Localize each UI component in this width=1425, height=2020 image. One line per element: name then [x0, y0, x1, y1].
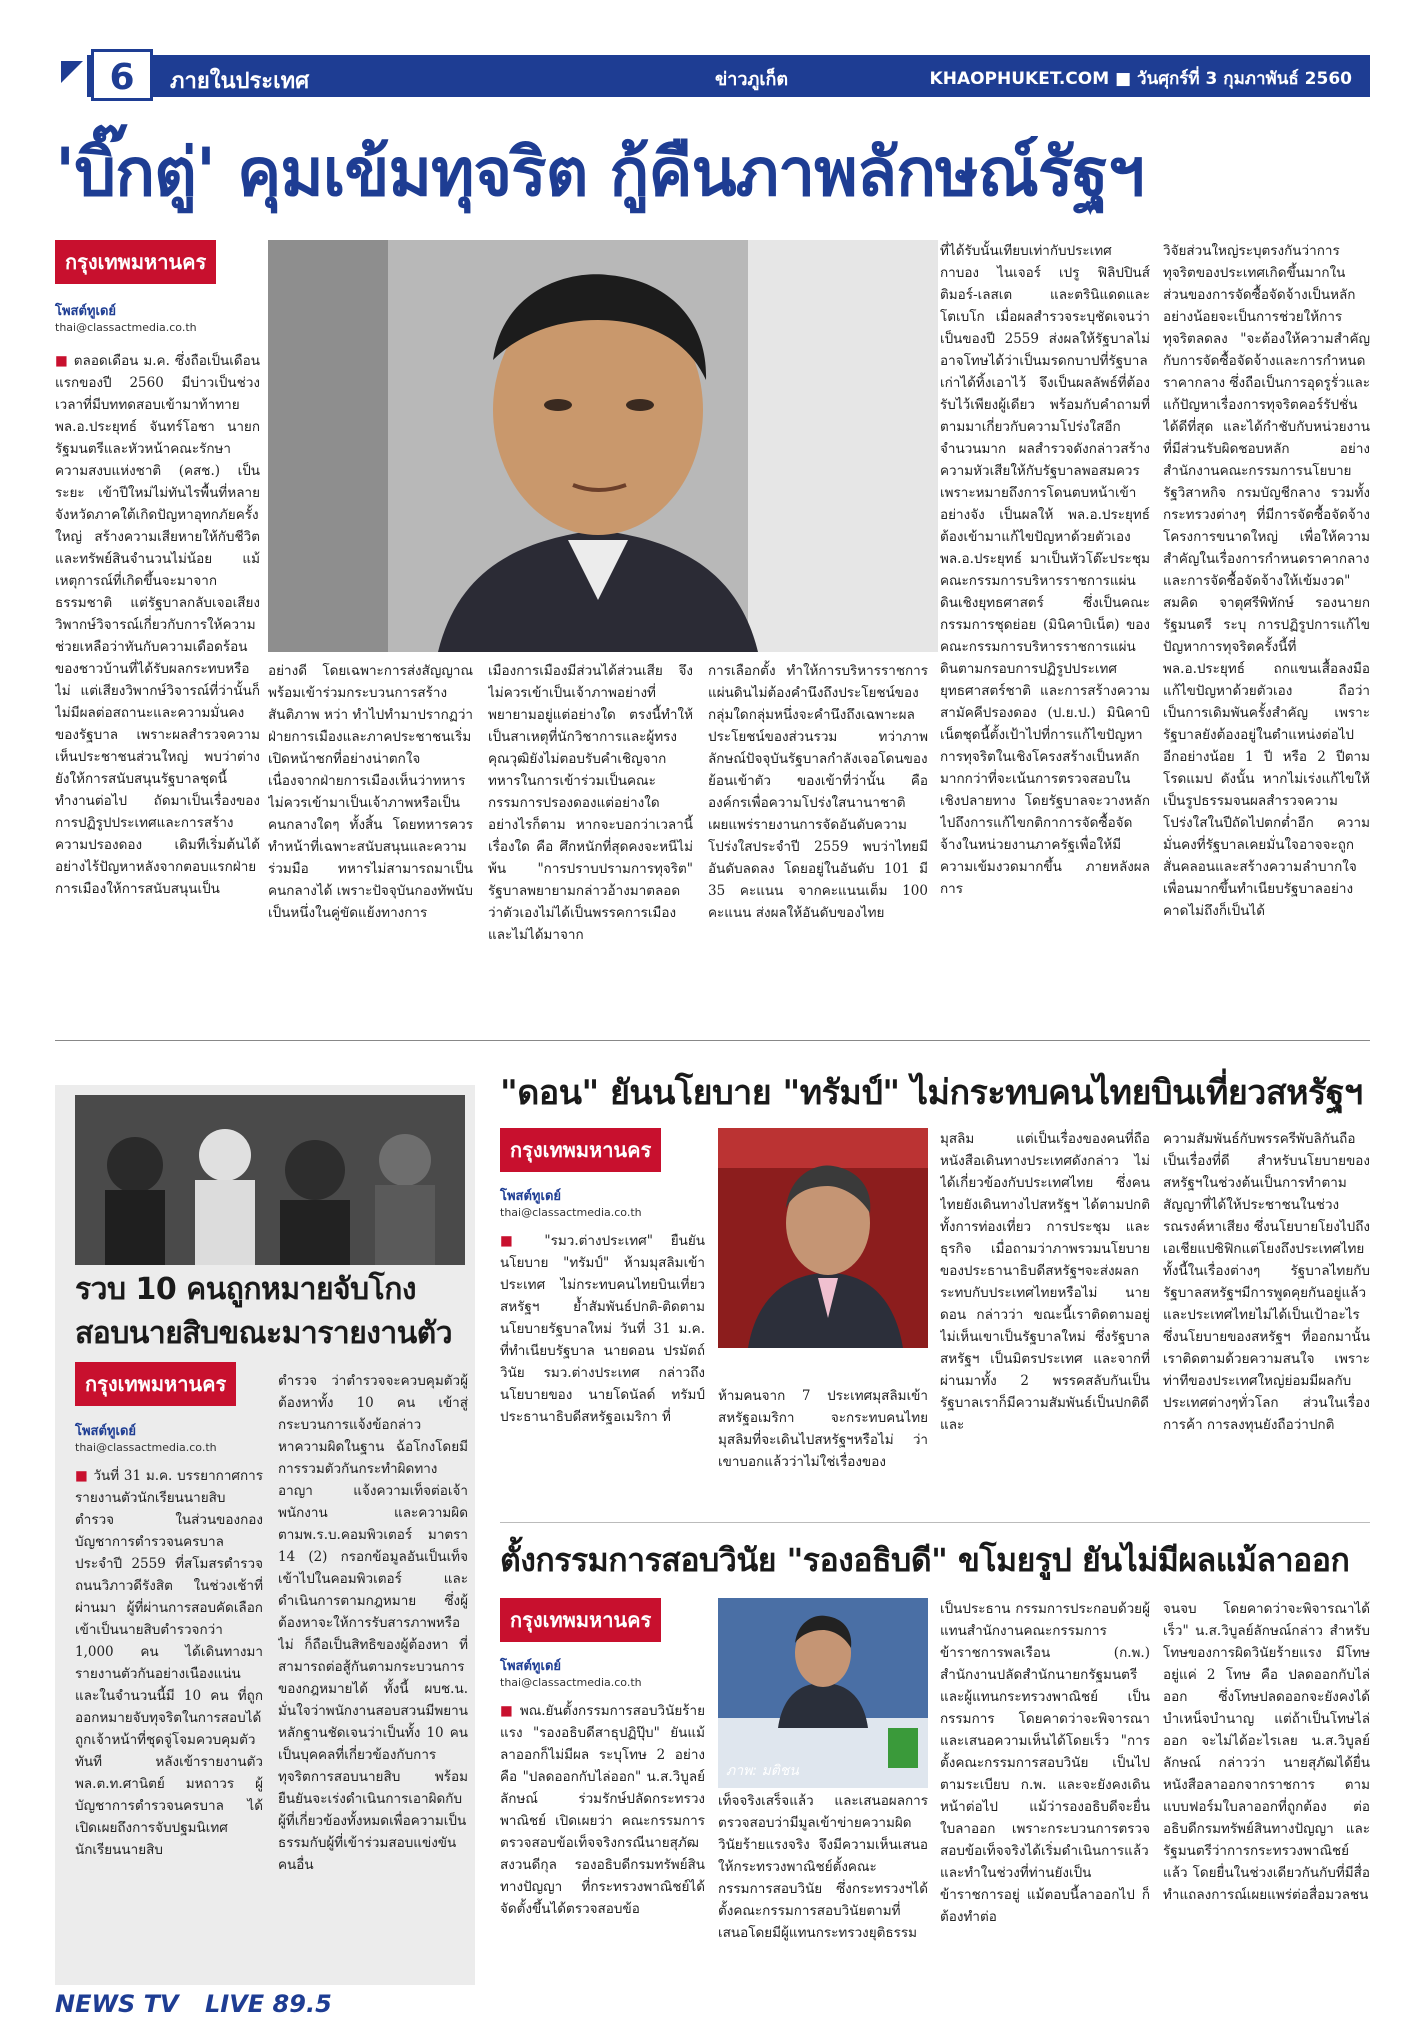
main-article-col-2: อย่างดี โดยเฉพาะการส่งสัญญาณพร้อมเข้าร่วมกระบวนการสร้างสันติภาพ หว่า ทำไปทำมาปรากฏว่าฝ่ายการเมืองและภาคประชาชนเริ่มเปิดหน้าชกที่อย่างน่าตกใจ เนื่องจากฝ่ายการเมืองเห็นว่าทหารไม่ควรเข้ามาเป็นเจ้าภาพหรือเป็นคนกลางใดๆ ทั้งสิ้น โดยทหารควรทำหน้าที่เฉพาะสนับสนุนและความร่วมมือ ทหารไม่สามารถมาเป็นคนกลางได้ เพราะปัจจุบันกองทัพนับเป็นหนึ่งในคู่ขัดแย้งทางการ — [268, 663, 473, 921]
story-divider — [500, 1522, 1370, 1523]
footer-logo-live: LIVE 89.5 — [205, 1990, 332, 2018]
footer-logo-newstv: NEWS TV — [55, 1990, 179, 2018]
page-number: 6 — [91, 49, 153, 101]
story3-col-2: ตำรวจ ว่าตำรวจจะควบคุมตัวผู้ต้องหาทั้ง 10 คน เข้าสู่กระบวนการแจ้งข้อกล่าวหาความผิดในฐาน ฉ้อโกงโดยมีการรวมตัวกันกระทำผิดทางอาญา แจ้งความเท็จต่อเจ้าพนักงาน และความผิดตามพ.ร.บ.คอมพิวเตอร์ มาตรา 14 (2) กรอกข้อมูลอันเป็นเท็จเข้าไปในคอมพิวเตอร์ และดำเนินการตามกฎหมาย ซึ่งผู้ต้องหาจะให้การรับสารภาพหรือไม่ ก็ถือเป็นสิทธิของผู้ต้องหา ที่สามารถต่อสู้กันตามกระบวนการของกฎหมายได้ ทั้งนี้ ผบช.น. มั่นใจว่าพนักงานสอบสวนมีพยานหลักฐานชัดเจนว่าเป็นทั้ง 10 คน เป็นบุคคลที่เกี่ยวข้องกับการทุจริตการสอบนายสิบ พร้อมยืนยันจะเร่งดำเนินการเอาผิดกับผู้ที่เกี่ยวข้องทั้งหมดเพื่อความเป็นธรรมกับผู้ที่เข้าร่วมสอบแข่งขันคนอื่น — [278, 1373, 468, 1873]
story4-photo — [718, 1598, 928, 1788]
byline — [55, 300, 197, 334]
main-article-col-5: ที่ได้รับนั้นเทียบเท่ากับประเทศกาบอง ไนเจอร์ เปรู ฟิลิปปินส์ ติมอร์-เลสเต และตรินิแดดและโตเบโก เมื่อผลสำรวจระบุชัดเจนว่าเป็นของปี 2559 ส่งผลให้รัฐบาลไม่อาจโทษได้ว่าเป็นมรดกบาปที่รัฐบาลเก่าได้ทิ้งเอาไว้ จึงเป็นผลลัพธ์ที่ต้องรับไว้เพียงผู้เดียว พร้อมกับคำถามที่ตามมาเกี่ยวกับความโปร่งใสอีกจำนวนมาก ผลสำรวจดังกล่าวสร้างความหัวเสียให้กับรัฐบาลพอสมควร เพราะหมายถึงการโดนตบหน้าเข้าอย่างจัง เป็นผลให้ พล.อ.ประยุทธ์ ต้องเข้ามาแก้ไขปัญหาด้วยตัวเอง พล.อ.ประยุทธ์ มาเป็นหัวโต๊ะประชุมคณะกรรมการบริหารราชการแผ่นดินเชิงยุทธศาสตร์ ซึ่งเป็นคณะกรรมการชุดย่อย (มินิคาบิเน็ต) ของคณะกรรมการบริหารราชการแผ่นดินตามกรอบการปฏิรูปประเทศ ยุทธศาสตร์ชาติ และการสร้างความสามัคคีปรองดอง (ป.ย.ป.) มินิคาบิเน็ตชุดนี้ตั้งเป้าไปที่การแก้ไขปัญหาการทุจริตในเชิงโครงสร้างเป็นหลักมากกว่าที่จะเน้นการตรวจสอบในเชิงปลายทาง โดยรัฐบาลจะวางหลักไปถึงการแก้ไขกติกาการจัดซื้อจัดจ้างในหน่วยงานภาครัฐเพื่อให้มีความเข้มงวดมากขึ้น ภายหลังผลการ — [940, 243, 1150, 897]
story4-headline: ตั้งกรรมการสอบวินัย "รองอธิบดี" ขโมยรูป ยันไม่มีผลแม้ลาออก — [500, 1541, 1350, 1579]
story2-col-4: ความสัมพันธ์กับพรรครีพับลิกันถือเป็นเรื่องที่ดี สำหรับนโยบายของสหรัฐฯในช่วงต้นเป็นการทำตามสัญญาที่ได้ให้ประชาชนในช่วงรณรงค์หาเสียง ซึ่งนโยบายโยงไปถึงเอเชียแปซิฟิกแต่โยงถึงประเทศไทย ทั้งนี้ในเรื่องต่างๆ รัฐบาลไทยกับรัฐบาลสหรัฐฯมีการพูดคุยกันอยู่แล้วและประเทศไทยไม่ได้เป็นเป้าอะไร ซึ่งนโยบายของสหรัฐฯ ที่ออกมานั้น เราติดตามด้วยความสนใจ เพราะท่าทีของประเทศใหญ่ย่อมมีผลกับประเทศต่างๆทั่วโลก ส่วนในเรื่องการค้า การลงทุนยังถือว่าปกติ — [1163, 1131, 1370, 1433]
story4-col-1: ■ พณ.ยันตั้งกรรมการสอบวินัยร้ายแรง "รองอธิบดีสาธุปฏิปุ๊บ" ยันแม้ลาออกก็ไม่มีผล ระบุโทษ 2 อย่างคือ "ปลดออกกับไล่ออก" น.ส.วิบูลย์ลักษณ์ ร่วมรักษ์ปลัดกระทรวงพาณิชย์ เปิดเผยว่า คณะกรรมการตรวจสอบข้อเท็จจริงกรณีนายสุภัฒ สงวนดีกุล รองอธิบดีกรมทรัพย์สินทางปัญญา ที่กระทรวงพาณิชย์ได้จัดตั้งขึ้นได้ตรวจสอบข้อ — [500, 1703, 705, 1917]
story3-col-1: ■ วันที่ 31 ม.ค. บรรยากาศการรายงานตัวนักเรียนนายสิบตำรวจ ในส่วนของกองบัญชาการตำรวจนครบาล ประจำปี 2559 ที่สโมสรตำรวจถนนวิภาวดีรังสิต ในช่วงเช้าที่ผ่านมา ผู้ที่ผ่านการสอบคัดเลือกเข้าเป็นนายสิบตำรวจกว่า 1,000 คน ได้เดินทางมารายงานตัวกันอย่างเนืองแน่น และในจำนวนนี้มี 10 คน ที่ถูกออกหมายจับทุจริตในการสอบได้ถูกเจ้าหน้าที่ชุดจู่โจมควบคุมตัวทันที หลังเข้ารายงานตัว พล.ต.ท.ศานิตย์ มหถาวร ผู้บัญชาการตำรวจนครบาล ได้เปิดเผยถึงการจับปฐมนิเทศนักเรียนนายสิบ — [75, 1468, 263, 1858]
main-headline: 'บิ๊กตู่' คุมเข้มทุจริต กู้คืนภาพลักษณ์รัฐฯ — [55, 134, 1144, 211]
main-article-col-4: การเลือกตั้ง ทำให้การบริหารราชการแผ่นดินไม่ต้องคำนึงถึงประโยชน์ของกลุ่มใดกลุ่มหนึ่งจะคำนึงถึงเฉพาะผลประโยชน์ของส่วนรวม ทว่าภาพลักษณ์ปัจจุบันรัฐบาลกำลังเจอโดนของย้อนเข้าตัว ของเข้าที่ว่านั้น คือ องค์กรเพื่อความโปร่งใสนานาชาติ เผยแพร่รายงานการจัดอันดับความโปร่งใสประจำปี 2559 พบว่าไทยมีอันดับลดลง โดยอยู่ในอันดับ 101 มี 35 คะแนน จากคะแนนเต็ม 100 คะแนน ส่งผลให้อันดับของไทย — [708, 663, 928, 921]
main-photo-prayut — [268, 240, 938, 652]
story3-headline: รวบ 10 คนถูกหมายจับโกงสอบนายสิบขณะมารายงานตัว — [75, 1272, 453, 1351]
section-divider — [55, 1040, 1370, 1041]
corner-mark-icon — [55, 55, 87, 97]
section-name: ภายในประเทศ — [170, 69, 310, 94]
story2-col-1: ■ "รมว.ต่างประเทศ" ยืนยันนโยบาย "ทรัมป์" ห้ามมุสลิมเข้าประเทศ ไม่กระทบคนไทยบินเที่ยวสหรัฐฯ ย้ำสัมพันธ์ปกติ-ติดตามนโยบายรัฐบาลใหม่ วันที่ 31 ม.ค. ที่ทำเนียบรัฐบาล นายดอน ปรมัตถ์วินัย รมว.ต่างประเทศ กล่าวถึงนโยบายของ นายโดนัลด์ ทรัมป์ ประธานาธิบดีสหรัฐอเมริกา ที่ — [500, 1233, 705, 1425]
bullet-icon: ■ — [500, 1703, 520, 1719]
story2-byline: โพสต์ทูเดย์ thai@classactmedia.co.th — [500, 1189, 642, 1219]
main-article-col-6: วิจัยส่วนใหญ่ระบุตรงกันว่าการทุจริตของประเทศเกิดขึ้นมากในส่วนของการจัดซื้อจัดจ้างเป็นหลัก อย่างน้อยจะเป็นการช่วยให้การทุจริตลดลง "จะต้องให้ความสำคัญกับการจัดซื้อจัดจ้างและการกำหนดราคากลาง ซึ่งถือเป็นการอุดรูรั่วและแก้ปัญหาเรื่องการทุจริตคอร์รัปชั่นได้ดีที่สุด และได้กำชับกับหน่วยงานที่มีส่วนรับผิดชอบหลัก อย่างสำนักงานคณะกรรมการนโยบายรัฐวิสาหกิจ กรมบัญชีกลาง รวมทั้งกระทรวงต่างๆ ที่มีการจัดซื้อจัดจ้างโครงการขนาดใหญ่ เพื่อให้ความสำคัญในเรื่องการกำหนดราคากลาง และการจัดซื้อจัดจ้างให้เข้มงวด" สมคิด จาตุศรีพิทักษ์ รองนายกรัฐมนตรี ระบุ การปฏิรูปการแก้ไขปัญหาการทุจริตครั้งนี้ที่ พล.อ.ประยุทธ์ ถกแขนเสื้อลงมือแก้ไขปัญหาด้วยตัวเอง ถือว่าเป็นการเดิมพันครั้งสำคัญ เพราะรัฐบาลยังต้องอยู่ในตำแหน่งต่อไปอีกอย่างน้อย 1 ปี หรือ 2 ปีตามโรดแมป ดังนั้น หากไม่เร่งแก้ไขให้เป็นรูปธรรมจนผลสำรวจความโปร่งใสในปีถัดไปตกต่ำอีก ความมั่นคงที่รัฐบาลเคยมั่นใจอาจจะถูกสั่นคลอนและสร้างความลำบากใจเพื่อนมากขึ้นทำเนียบรัฐบาลอย่างคาดไม่ถึงก็เป็นได้ — [1163, 243, 1370, 919]
story4-location-tag: กรุงเทพมหานคร — [500, 1598, 661, 1642]
story3-location-tag: กรุงเทพมหานคร — [75, 1362, 236, 1406]
story4-col-3: เป็นประธาน กรรมการประกอบด้วยผู้แทนสำนักงานคณะกรรมการข้าราชการพลเรือน (ก.พ.) สำนักงานปลัดสำนักนายกรัฐมนตรี และผู้แทนกระทรวงพาณิชย์ เป็นกรรมการ โดยคาดว่าจะพิจารณาและเสนอความเห็นได้โดยเร็ว "การตั้งคณะกรรมการสอบวินัย เป็นไปตามระเบียบ ก.พ. และจะยังคงเดินหน้าต่อไป แม้ว่ารองอธิบดีจะยื่นใบลาออก เพราะกระบวนการตรวจสอบข้อเท็จจริงได้เริ่มดำเนินการแล้วและทำในช่วงที่ท่านยังเป็นข้าราชการอยู่ แม้ตอบนี้ลาออกไป ก็ต้องทำต่อ — [940, 1601, 1150, 1925]
crowd-illustration — [75, 1095, 465, 1265]
masthead-logo: ข่าวภูเก็ต — [715, 69, 789, 90]
story2-col-3: มุสลิม แต่เป็นเรื่องของคนที่ถือหนังสือเดินทางประเทศดังกล่าว ไม่ได้เกี่ยวข้องกับประเทศไทย ซึ่งคนไทยยังเดินทางไปสหรัฐฯ ได้ตามปกติ ทั้งการท่องเที่ยว การประชุม และธุรกิจ เมื่อถามว่าภาพรวมนโยบายของประธานาธิบดีสหรัฐฯจะส่งผลกระทบกับประเทศไทยหรือไม่ นายดอน กล่าวว่า ขณะนี้เราติดตามอยู่ไม่เห็นเขาเป็นรัฐบาลใหม่ ซึ่งรัฐบาลสหรัฐฯ เป็นมิตรประเทศ และจากที่ผ่านมาทั้ง 2 พรรคสลับกันเป็นรัฐบาลเราก็มีความสัมพันธ์เป็นปกติดี และ — [940, 1131, 1150, 1433]
story2-location-tag: กรุงเทพมหานคร — [500, 1128, 661, 1172]
location-tag: กรุงเทพมหานคร — [55, 240, 216, 284]
portrait-illustration — [268, 240, 938, 652]
story2-photo-don — [718, 1128, 928, 1348]
main-article-col-1: ■ ตลอดเดือน ม.ค. ซึ่งถือเป็นเดือนแรกของปี 2560 มีบ่าวเป็นช่วงเวลาที่มีบททดสอบเข้ามาท้าทาย พล.อ.ประยุทธ์ จันทร์โอชา นายกรัฐมนตรีและหัวหน้าคณะรักษาความสงบแห่งชาติ (คสช.) เป็นระยะ เข้าปีใหม่ไม่ทันไรพื้นที่หลายจังหวัดภาคใต้เกิดปัญหาอุทกภัยครั้งใหญ่ สร้างความเสียหายให้กับชีวิตและทรัพย์สินจำนวนไม่น้อย แม้เหตุการณ์ที่เกิดขึ้นจะมาจากธรรมชาติ แต่รัฐบาลกลับเจอเสียงวิพากษ์วิจารณ์เกี่ยวกับการให้ความช่วยเหลือว่าทันกับความเดือดร้อนของชาวบ้านที่ได้รับผลกระทบหรือไม่ แต่เสียงวิพากษ์วิจารณ์ที่ว่านั้นก็ไม่มีผลต่อสถานะและความมั่นคงของรัฐบาล เพราะผลสำรวจความเห็นประชาชนส่วนใหญ่ พบว่าต่างยังให้การสนับสนุนรัฐบาลชุดนี้ทำงานต่อไป ถัดมาเป็นเรื่องของการปฏิรูปประเทศและการสร้างความปรองดอง เดิมทีเริ่มต้นได้อย่างไร้ปัญหาหลังจากตอบแรกฝ่ายการเมืองให้การสนับสนุนเป็น — [55, 353, 260, 897]
site-and-date: KHAOPHUKET.COM ■ วันศุกร์ที่ 3 กุมภาพันธ์ 2560 — [929, 69, 1352, 89]
byline-name: โพสต์ทูเดย์ — [55, 304, 117, 319]
speaker-illustration — [718, 1128, 928, 1348]
arrest-photo — [75, 1095, 465, 1265]
story4-col-2: เท็จจริงเสร็จแล้ว และเสนอผลการตรวจสอบว่ามีมูลเข้าข่ายความผิดวินัยร้ายแรงจริง จึงมีความเห็นเสนอให้กระทรวงพาณิชย์ตั้งคณะกรรมการสอบวินัย ซึ่งกระทรวงฯได้ตั้งคณะกรรมการสอบวินัยตามที่เสนอโดยมีผู้แทนกระทรวงยุติธรรม — [718, 1793, 928, 1941]
story3-byline: โพสต์ทูเดย์ thai@classactmedia.co.th — [75, 1424, 217, 1454]
bullet-icon: ■ — [55, 353, 74, 369]
photo-credit: ภาพ: มติชน — [726, 1763, 799, 1779]
bullet-icon: ■ — [75, 1468, 94, 1484]
bullet-icon: ■ — [500, 1233, 545, 1249]
byline-email: thai@classactmedia.co.th — [55, 321, 197, 334]
story4-byline: โพสต์ทูเดย์ thai@classactmedia.co.th — [500, 1659, 642, 1689]
story4-col-4: จนจบ โดยคาดว่าจะพิจารณาได้เร็ว" น.ส.วิบูลย์ลักษณ์กล่าว สำหรับโทษของการผิดวินัยร้ายแรง มีโทษอยู่แค่ 2 โทษ คือ ปลดออกกับไล่ออก ซึ่งโทษปลดออกจะยังคงได้บำเหน็จบำนาญ แต่ถ้าเป็นโทษไล่ออก จะไม่ได้อะไรเลย น.ส.วิบูลย์ลักษณ์ กล่าวว่า นายสุภัฒได้ยื่นหนังสือลาออกจากราชการ ตามแบบฟอร์มใบลาออกที่ถูกต้อง ต่ออธิบดีกรมทรัพย์สินทางปัญญา และรัฐมนตรีว่าการกระทรวงพาณิชย์แล้ว โดยยื่นในช่วงเดียวกันกับที่มีสื่อทำแถลงการณ์เผยแพร่ต่อสื่อมวลชน — [1163, 1601, 1370, 1903]
main-article-col-3: เมืองการเมืองมีส่วนได้ส่วนเสีย จึงไม่ควรเข้าเป็นเจ้าภาพอย่างที่พยายามอยู่แต่อย่างใด ตรงนี้ทำให้เป็นสาเหตุที่นักวิชาการและผู้ทรงคุณวุฒิยังไม่ตอบรับคำเชิญจากทหารในการเข้าร่วมเป็นคณะกรรมการปรองดองแต่อย่างใด อย่างไรก็ตาม หากจะบอกว่าเวลานี้เรื่องใด คือ ศึกหนักที่สุดคงจะหนีไม่พ้น "การปราบปรามการทุจริต" รัฐบาลพยายามกล่าวอ้างมาตลอดว่าตัวเองไม่ได้เป็นพรรคการเมืองและไม่ได้มาจาก — [488, 663, 693, 943]
story2-headline: "ดอน" ยันนโยบาย "ทรัมป์" ไม่กระทบคนไทยบินเที่ยวสหรัฐฯ — [500, 1073, 1363, 1113]
story2-col-2: ห้ามคนจาก 7 ประเทศมุสลิมเข้าสหรัฐอเมริกา จะกระทบคนไทยมุสลิมที่จะเดินไปสหรัฐฯหรือไม่ ว่าเขาบอกแล้วว่าไม่ใช่เรื่องของ — [718, 1388, 928, 1470]
page-header — [55, 55, 1370, 97]
